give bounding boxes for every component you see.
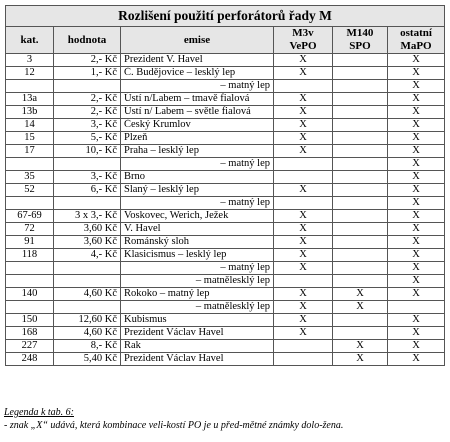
cell-emise: – matný lep — [121, 80, 274, 93]
cell-m3v — [274, 353, 333, 366]
legend — [4, 406, 343, 432]
cell-emise: Č. Budějovice – lesklý lep — [121, 67, 274, 80]
cell-m140 — [333, 106, 388, 119]
cell-m3v — [274, 275, 333, 288]
cell-hodnota — [54, 301, 121, 314]
table-row — [6, 340, 445, 353]
cell-m3v: X — [274, 223, 333, 236]
cell-kat: 35 — [6, 171, 54, 184]
cell-ostatni: X — [388, 184, 445, 197]
cell-m3v — [274, 80, 333, 93]
cell-emise: Prezident V. Havel — [121, 54, 274, 67]
cell-m140 — [333, 145, 388, 158]
table-row — [6, 301, 445, 314]
cell-m140 — [333, 80, 388, 93]
cell-ostatni: X — [388, 275, 445, 288]
table-row — [6, 327, 445, 340]
cell-kat: 13a — [6, 93, 54, 106]
cell-kat — [6, 197, 54, 210]
cell-emise: Ústí n/Labem – tmavě fialová — [121, 93, 274, 106]
cell-m140 — [333, 314, 388, 327]
cell-m140 — [333, 236, 388, 249]
cell-emise: Rokoko – matný lep — [121, 288, 274, 301]
cell-ostatni: X — [388, 145, 445, 158]
cell-m140: X — [333, 353, 388, 366]
header-kat: kat. — [6, 27, 54, 54]
cell-kat: 67-69 — [6, 210, 54, 223]
cell-ostatni: X — [388, 67, 445, 80]
cell-ostatni: X — [388, 314, 445, 327]
cell-kat: 14 — [6, 119, 54, 132]
cell-hodnota: 6,- Kč — [54, 184, 121, 197]
cell-m3v — [274, 158, 333, 171]
cell-ostatni: X — [388, 223, 445, 236]
cell-ostatni: X — [388, 353, 445, 366]
cell-hodnota: 8,- Kč — [54, 340, 121, 353]
cell-kat: 3 — [6, 54, 54, 67]
table-row — [6, 119, 445, 132]
header-ostatni-line1: ostatní — [400, 27, 432, 39]
cell-emise: Ústí n/ Labem – světle fialová — [121, 106, 274, 119]
cell-hodnota: 2,- Kč — [54, 106, 121, 119]
cell-emise: Slaný – lesklý lep — [121, 184, 274, 197]
table-row — [6, 145, 445, 158]
cell-m3v: X — [274, 145, 333, 158]
cell-hodnota: 2,- Kč — [54, 93, 121, 106]
cell-ostatni: X — [388, 119, 445, 132]
cell-emise: Brno — [121, 171, 274, 184]
cell-hodnota: 12,60 Kč — [54, 314, 121, 327]
cell-m140 — [333, 262, 388, 275]
table-row — [6, 288, 445, 301]
cell-m140 — [333, 171, 388, 184]
cell-emise: Rak — [121, 340, 274, 353]
table-row — [6, 353, 445, 366]
cell-ostatni: X — [388, 249, 445, 262]
table-row — [6, 210, 445, 223]
cell-ostatni: X — [388, 210, 445, 223]
cell-m140: X — [333, 340, 388, 353]
cell-ostatni: X — [388, 327, 445, 340]
cell-m3v: X — [274, 210, 333, 223]
cell-hodnota: 4,- Kč — [54, 249, 121, 262]
cell-emise: Prezident Václav Havel — [121, 327, 274, 340]
cell-hodnota — [54, 158, 121, 171]
table-row — [6, 314, 445, 327]
header-ostatni-line2: MaPO — [400, 40, 432, 52]
cell-ostatni: X — [388, 236, 445, 249]
table-row — [6, 197, 445, 210]
cell-m3v: X — [274, 262, 333, 275]
cell-m3v: X — [274, 184, 333, 197]
header-hodnota: hodnota — [54, 27, 121, 54]
table-row — [6, 249, 445, 262]
cell-m140 — [333, 132, 388, 145]
cell-ostatni — [388, 301, 445, 314]
cell-m140 — [333, 197, 388, 210]
cell-hodnota: 3,60 Kč — [54, 223, 121, 236]
cell-hodnota: 5,40 Kč — [54, 353, 121, 366]
cell-kat: 248 — [6, 353, 54, 366]
cell-emise: Český Krumlov — [121, 119, 274, 132]
cell-ostatni: X — [388, 93, 445, 106]
cell-m140 — [333, 93, 388, 106]
cell-emise: Voskovec, Werich, Ježek — [121, 210, 274, 223]
cell-ostatni: X — [388, 80, 445, 93]
cell-emise: Románský sloh — [121, 236, 274, 249]
cell-m3v: X — [274, 327, 333, 340]
cell-m140 — [333, 67, 388, 80]
cell-m3v: X — [274, 132, 333, 145]
table-row — [6, 223, 445, 236]
cell-emise: Kubismus — [121, 314, 274, 327]
cell-m140 — [333, 119, 388, 132]
cell-m3v — [274, 340, 333, 353]
cell-emise: – matnělesklý lep — [121, 275, 274, 288]
cell-m3v: X — [274, 314, 333, 327]
cell-m140 — [333, 158, 388, 171]
table-row — [6, 80, 445, 93]
cell-hodnota: 1,- Kč — [54, 67, 121, 80]
cell-hodnota — [54, 80, 121, 93]
cell-hodnota: 3,- Kč — [54, 171, 121, 184]
legend-title: Legenda k tab. 6: — [4, 407, 74, 418]
cell-m140 — [333, 275, 388, 288]
cell-m140 — [333, 223, 388, 236]
cell-emise: Plzeň — [121, 132, 274, 145]
cell-kat: 17 — [6, 145, 54, 158]
table-row — [6, 171, 445, 184]
legend-text: - znak „X“ udává, která kombinace veli-kostí PO je u před-mětné známky dolo-žena. — [4, 420, 344, 431]
cell-hodnota: 2,- Kč — [54, 54, 121, 67]
table-row — [6, 132, 445, 145]
cell-m140 — [333, 210, 388, 223]
cell-kat: 118 — [6, 249, 54, 262]
cell-m3v — [274, 171, 333, 184]
cell-hodnota — [54, 197, 121, 210]
cell-m140 — [333, 327, 388, 340]
cell-ostatni: X — [388, 340, 445, 353]
cell-hodnota: 3,60 Kč — [54, 236, 121, 249]
cell-kat — [6, 158, 54, 171]
table-row — [6, 262, 445, 275]
cell-ostatni: X — [388, 262, 445, 275]
cell-ostatni: X — [388, 132, 445, 145]
cell-m3v: X — [274, 93, 333, 106]
table-row — [6, 158, 445, 171]
cell-kat — [6, 80, 54, 93]
cell-emise: Praha – lesklý lep — [121, 145, 274, 158]
cell-m3v: X — [274, 67, 333, 80]
cell-kat — [6, 301, 54, 314]
cell-kat: 15 — [6, 132, 54, 145]
perforator-table — [5, 5, 445, 366]
cell-ostatni: X — [388, 106, 445, 119]
cell-emise: V. Havel — [121, 223, 274, 236]
cell-hodnota: 4,60 Kč — [54, 327, 121, 340]
cell-emise: – matnělesklý lep — [121, 301, 274, 314]
cell-m3v: X — [274, 249, 333, 262]
cell-ostatni: X — [388, 171, 445, 184]
cell-m140 — [333, 249, 388, 262]
cell-emise: Prezident Václav Havel — [121, 353, 274, 366]
cell-hodnota: 3,- Kč — [54, 119, 121, 132]
cell-kat: 140 — [6, 288, 54, 301]
cell-kat: 72 — [6, 223, 54, 236]
cell-hodnota: 3 x 3,- Kč — [54, 210, 121, 223]
cell-kat: 168 — [6, 327, 54, 340]
cell-kat — [6, 275, 54, 288]
header-m140-line1: M140 — [346, 27, 374, 39]
header-m3v-line1: M3v — [292, 27, 314, 39]
header-m140 — [333, 27, 388, 54]
cell-hodnota: 5,- Kč — [54, 132, 121, 145]
cell-m3v: X — [274, 236, 333, 249]
cell-m140 — [333, 54, 388, 67]
cell-m140: X — [333, 288, 388, 301]
cell-m3v: X — [274, 106, 333, 119]
cell-m3v — [274, 197, 333, 210]
cell-hodnota: 4,60 Kč — [54, 288, 121, 301]
cell-m140 — [333, 184, 388, 197]
table-body — [6, 54, 445, 366]
table-row — [6, 67, 445, 80]
table-row — [6, 275, 445, 288]
cell-ostatni: X — [388, 158, 445, 171]
cell-kat: 91 — [6, 236, 54, 249]
table-row — [6, 54, 445, 67]
cell-ostatni: X — [388, 54, 445, 67]
cell-emise: Klasicismus – lesklý lep — [121, 249, 274, 262]
cell-emise: – matný lep — [121, 158, 274, 171]
cell-emise: – matný lep — [121, 197, 274, 210]
cell-ostatni: X — [388, 197, 445, 210]
cell-m3v: X — [274, 301, 333, 314]
cell-m140: X — [333, 301, 388, 314]
table-row — [6, 184, 445, 197]
cell-kat: 13b — [6, 106, 54, 119]
header-m3v-line2: VePO — [289, 40, 317, 52]
cell-hodnota — [54, 262, 121, 275]
cell-ostatni: X — [388, 288, 445, 301]
cell-kat: 52 — [6, 184, 54, 197]
cell-kat: 12 — [6, 67, 54, 80]
cell-kat: 150 — [6, 314, 54, 327]
cell-m3v: X — [274, 54, 333, 67]
header-m3v — [274, 27, 333, 54]
cell-emise: – matný lep — [121, 262, 274, 275]
cell-hodnota: 10,- Kč — [54, 145, 121, 158]
table-row — [6, 106, 445, 119]
cell-kat — [6, 262, 54, 275]
cell-m3v: X — [274, 119, 333, 132]
header-ostatni — [388, 27, 445, 54]
header-row — [6, 27, 445, 54]
table-row — [6, 236, 445, 249]
cell-hodnota — [54, 275, 121, 288]
cell-m3v: X — [274, 288, 333, 301]
header-m140-line2: SPO — [349, 40, 371, 52]
header-emise: emise — [121, 27, 274, 54]
table-row — [6, 93, 445, 106]
cell-kat: 227 — [6, 340, 54, 353]
table-title: Rozlišení použití perforátorů řady M — [6, 6, 445, 27]
